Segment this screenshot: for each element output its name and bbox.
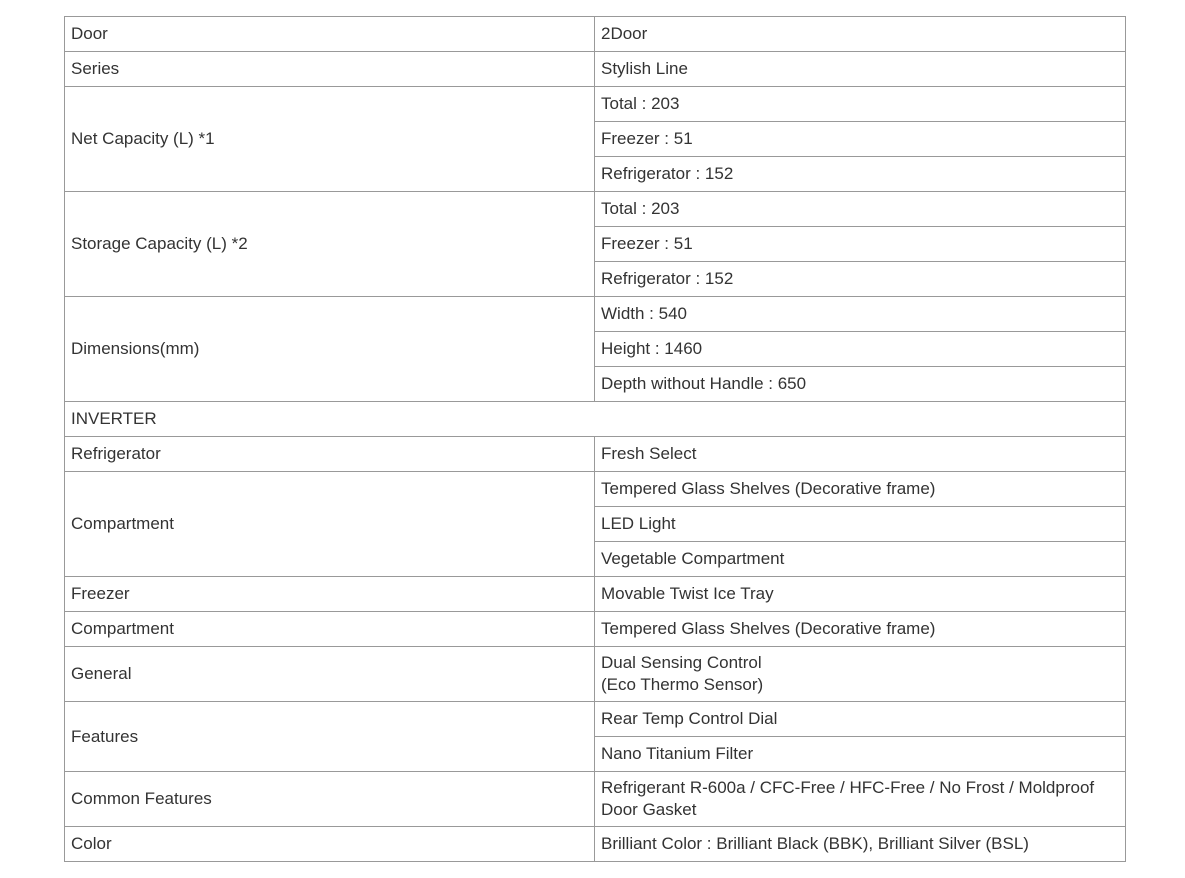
spec-label: Storage Capacity (L) *2 — [65, 192, 595, 297]
table-row — [65, 402, 1126, 437]
table-row — [65, 472, 1126, 507]
spec-value-line: (Eco Thermo Sensor) — [601, 675, 764, 694]
table-row — [65, 17, 1126, 52]
spec-value-line: Dual Sensing Control — [601, 653, 762, 672]
table-row — [65, 297, 1126, 332]
spec-label: Common Features — [65, 772, 595, 827]
section-heading: INVERTER — [65, 402, 1126, 437]
spec-label: Compartment — [65, 472, 595, 577]
table-row — [65, 772, 1126, 827]
table-row — [65, 577, 1126, 612]
spec-value: Stylish Line — [595, 52, 1126, 87]
table-row — [65, 612, 1126, 647]
spec-value — [595, 647, 1126, 702]
table-row — [65, 192, 1126, 227]
spec-value: Refrigerator : 152 — [595, 157, 1126, 192]
spec-label: Door — [65, 17, 595, 52]
spec-value: Tempered Glass Shelves (Decorative frame) — [595, 612, 1126, 647]
table-row — [65, 647, 1126, 702]
table-row — [65, 702, 1126, 737]
table-row — [65, 87, 1126, 122]
spec-value: Nano Titanium Filter — [595, 737, 1126, 772]
spec-value: Refrigerant R-600a / CFC-Free / HFC-Free / No Frost / Moldproof Door Gasket — [595, 772, 1126, 827]
spec-label: Dimensions(mm) — [65, 297, 595, 402]
spec-value: Total : 203 — [595, 87, 1126, 122]
spec-value: Vegetable Compartment — [595, 542, 1126, 577]
table-row — [65, 827, 1126, 862]
spec-label: Net Capacity (L) *1 — [65, 87, 595, 192]
spec-value: Movable Twist Ice Tray — [595, 577, 1126, 612]
spec-table — [64, 16, 1126, 862]
spec-label: Freezer — [65, 577, 595, 612]
spec-value: 2Door — [595, 17, 1126, 52]
spec-label: Features — [65, 702, 595, 772]
spec-value: Height : 1460 — [595, 332, 1126, 367]
spec-value: Brilliant Color : Brilliant Black (BBK), Brilliant Silver (BSL) — [595, 827, 1126, 862]
spec-label: Compartment — [65, 612, 595, 647]
spec-value: Total : 203 — [595, 192, 1126, 227]
table-row — [65, 437, 1126, 472]
spec-value: Rear Temp Control Dial — [595, 702, 1126, 737]
spec-label: Series — [65, 52, 595, 87]
spec-value: Width : 540 — [595, 297, 1126, 332]
spec-label: General — [65, 647, 595, 702]
spec-value: Fresh Select — [595, 437, 1126, 472]
spec-value: LED Light — [595, 507, 1126, 542]
spec-label: Refrigerator — [65, 437, 595, 472]
spec-value: Refrigerator : 152 — [595, 262, 1126, 297]
spec-value: Freezer : 51 — [595, 227, 1126, 262]
spec-label: Color — [65, 827, 595, 862]
spec-value: Depth without Handle : 650 — [595, 367, 1126, 402]
spec-value: Tempered Glass Shelves (Decorative frame) — [595, 472, 1126, 507]
spec-value: Freezer : 51 — [595, 122, 1126, 157]
table-row — [65, 52, 1126, 87]
